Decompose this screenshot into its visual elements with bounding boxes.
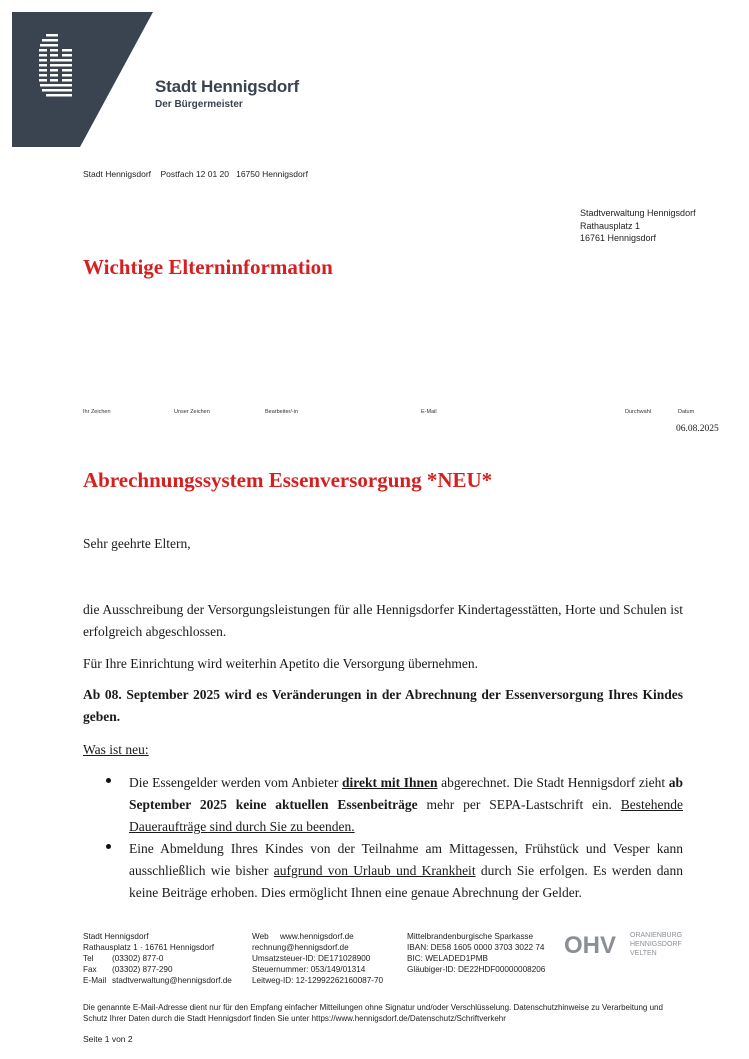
ohv-line: VELTEN (630, 950, 657, 957)
footer-col-web (252, 931, 383, 986)
paragraph: die Ausschreibung der Versorgungsleistungen für alle Hennigsdorfer Kindertagesstätten, Horte und Schulen ist erfolgreich abgeschlossen. (83, 602, 683, 639)
ref-email: E-Mail (421, 409, 437, 415)
text-underlined: aufgrund von Urlaub und Krankheit (273, 863, 476, 878)
text-underlined: Bestehende Daueraufträge sind durch Sie zu beenden. (129, 797, 683, 834)
text: abgerechnet. Die Stadt Hennigsdorf zieht (437, 775, 669, 790)
footer-text: (03302) 877-290 (112, 965, 173, 974)
address-line: Rathausplatz 1 (580, 220, 641, 231)
section-heading: Was ist neu: (83, 742, 149, 757)
address-line: Stadtverwaltung Hennigsdorf (580, 208, 696, 218)
salutation: Sehr geehrte Eltern, (83, 536, 191, 551)
ohv-mark: OHV (564, 932, 617, 959)
text: mehr per SEPA-Lastschrift ein. (417, 797, 621, 812)
subject-line: Abrechnungssystem Essenversorgung *NEU* (83, 468, 493, 492)
ohv-logo-icon (564, 928, 684, 962)
footer-text: BIC: WELADED1PMB (407, 954, 488, 963)
ref-ihr-zeichen: Ihr Zeichen (83, 409, 111, 415)
footer-text: Rathausplatz 1 · 16761 Hennigsdorf (83, 943, 215, 952)
footer-text: Mittelbrandenburgische Sparkasse (407, 932, 534, 941)
ref-durchwahl: Durchwahl (625, 409, 651, 415)
page-number: Seite 1 von 2 (83, 1034, 133, 1044)
text: Eine Abmeldung Ihres Kindes von der Teilnahme am Mittagessen, Frühstück und Vesper kann ausschließlich wie bisher (129, 841, 683, 878)
text: durch Sie erfolgen. Es werden dann keine Beiträge erhoben. Dies ermöglicht Ihnen eine genaue Abrechnung der Gelder. (129, 863, 684, 900)
footer-col-address (83, 931, 232, 986)
footer-disclaimer: Die genannte E-Mail-Adresse dient nur für den Empfang einfacher Mitteilungen ohne Signatur und/oder Verschlüsselung. Datenschutzhinweise zu Verarbeitung und Schutz Ihrer Daten durch die Stadt Hennigsdorf finden Sie unter https://www.hennigsdorf.de/Datenschutz/Schriftverkehr (83, 1003, 663, 1023)
footer-text: Leitweg-ID: 12-12992262160087-70 (252, 976, 384, 985)
address-line: 16761 Hennigsdorf (580, 233, 657, 243)
footer-label: Fax (83, 965, 97, 974)
footer-text: IBAN: DE58 1605 0000 3703 3022 74 (407, 943, 545, 952)
footer-label: Tel (83, 954, 94, 963)
footer-text: Steuernummer: 053/149/01314 (252, 965, 366, 974)
ohv-line: HENNIGSDORF (630, 941, 682, 948)
org-name: Stadt Hennigsdorf (155, 77, 299, 96)
bullet-icon (106, 844, 111, 849)
recipient-address (580, 207, 696, 245)
paragraph: Für Ihre Einrichtung wird weiterhin Apetito die Versorgung übernehmen. (83, 656, 479, 671)
list-item (83, 772, 683, 838)
paragraph-bold: Ab 08. September 2025 wird es Veränderungen in der Abrechnung der Essenversorgung Ihres Kindes geben. (83, 687, 683, 724)
bullet-list (83, 772, 683, 904)
footer-text: (03302) 877-0 (112, 954, 164, 963)
footer-text: Stadt Hennigsdorf (83, 932, 149, 941)
ref-datum: Datum (678, 409, 695, 415)
text: Die Essengelder werden vom Anbieter (129, 775, 343, 790)
footer-web-link[interactable]: www.hennigsdorf.de (280, 932, 354, 941)
footer-col-bank (407, 931, 545, 975)
ref-bearbeiter: Bearbeiter/-in (265, 409, 299, 415)
text-emphasis: direkt mit Ihnen (342, 775, 438, 790)
city-logo-icon (12, 12, 153, 147)
footer-text: rechnung@hennigsdorf.de (252, 943, 349, 952)
list-item (83, 838, 683, 904)
sender-line: Stadt Hennigsdorf Postfach 12 01 20 16750 Hennigsdorf (83, 169, 308, 179)
ohv-line: ORANIENBURG (630, 932, 683, 939)
headline: Wichtige Elterninformation (83, 255, 333, 279)
org-subtitle: Der Bürgermeister (155, 99, 243, 110)
footer-text: Gläubiger-ID: DE22HDF00000008206 (407, 965, 546, 974)
footer-label: E-Mail (83, 976, 107, 985)
text-emphasis: ab September 2025 keine aktuellen Essenbeiträge (129, 775, 684, 812)
footer-text: Umsatzsteuer-ID: DE171028900 (252, 954, 371, 963)
footer-label: Web (252, 932, 269, 941)
letter-date: 06.08.2025 (676, 424, 719, 434)
bullet-icon (106, 778, 111, 783)
footer-email-link[interactable]: stadtverwaltung@hennigsdorf.de (112, 976, 232, 985)
ref-unser-zeichen: Unser Zeichen (174, 409, 210, 415)
